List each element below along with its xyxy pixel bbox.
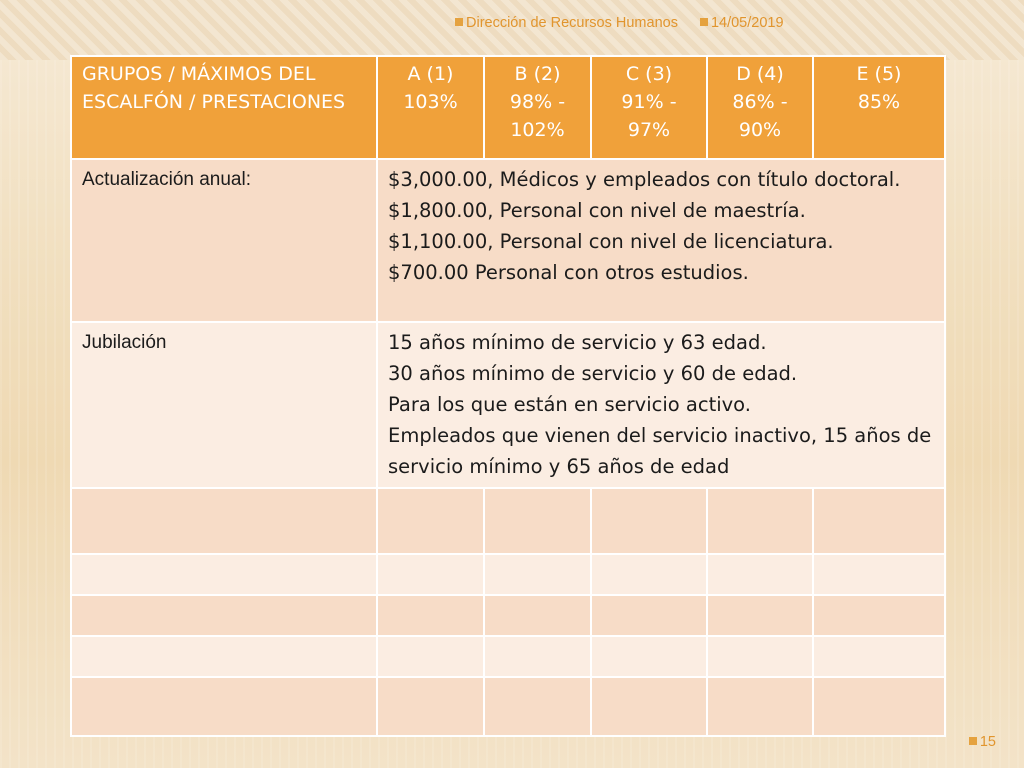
group-e-cell: E (5) 85%: [813, 56, 945, 159]
table-row: [71, 322, 945, 488]
empty-row: [71, 488, 945, 554]
row-label: Jubilación: [71, 322, 377, 488]
group-c-cell: C (3) 91% - 97%: [591, 56, 707, 159]
row-content: 15 años mínimo de servicio y 63 edad. 30 años mínimo de servicio y 60 de edad. Para los que están en servicio activo. Empleados que vienen del servicio inactivo, 15 años de servicio mínimo y 65 años de edad: [377, 322, 945, 488]
empty-row: [71, 636, 945, 677]
group-b-cell: B (2) 98% - 102%: [484, 56, 591, 159]
empty-row: [71, 677, 945, 736]
group-d-cell: D (4) 86% - 90%: [707, 56, 813, 159]
date-label: 14/05/2019: [700, 15, 784, 31]
benefits-table: [70, 55, 946, 737]
row-label: Actualización anual:: [71, 159, 377, 322]
empty-row: [71, 595, 945, 636]
slide-header: [455, 15, 784, 31]
row-content: $3,000.00, Médicos y empleados con título doctoral. $1,800.00, Personal con nivel de maestría. $1,100.00, Personal con nivel de licenciatura. $700.00 Personal con otros estudios.: [377, 159, 945, 322]
bullet-icon: [700, 18, 708, 26]
table-row: [71, 159, 945, 322]
empty-row: [71, 554, 945, 595]
bullet-icon: [969, 737, 977, 745]
table-header-row: [71, 56, 945, 159]
group-a-cell: A (1) 103%: [377, 56, 484, 159]
header-label-cell: GRUPOS / MÁXIMOS DEL ESCALFÓN / PRESTACIONES: [71, 56, 377, 159]
page-number: 15: [969, 734, 996, 750]
bullet-icon: [455, 18, 463, 26]
department-label: Dirección de Recursos Humanos: [455, 15, 678, 31]
